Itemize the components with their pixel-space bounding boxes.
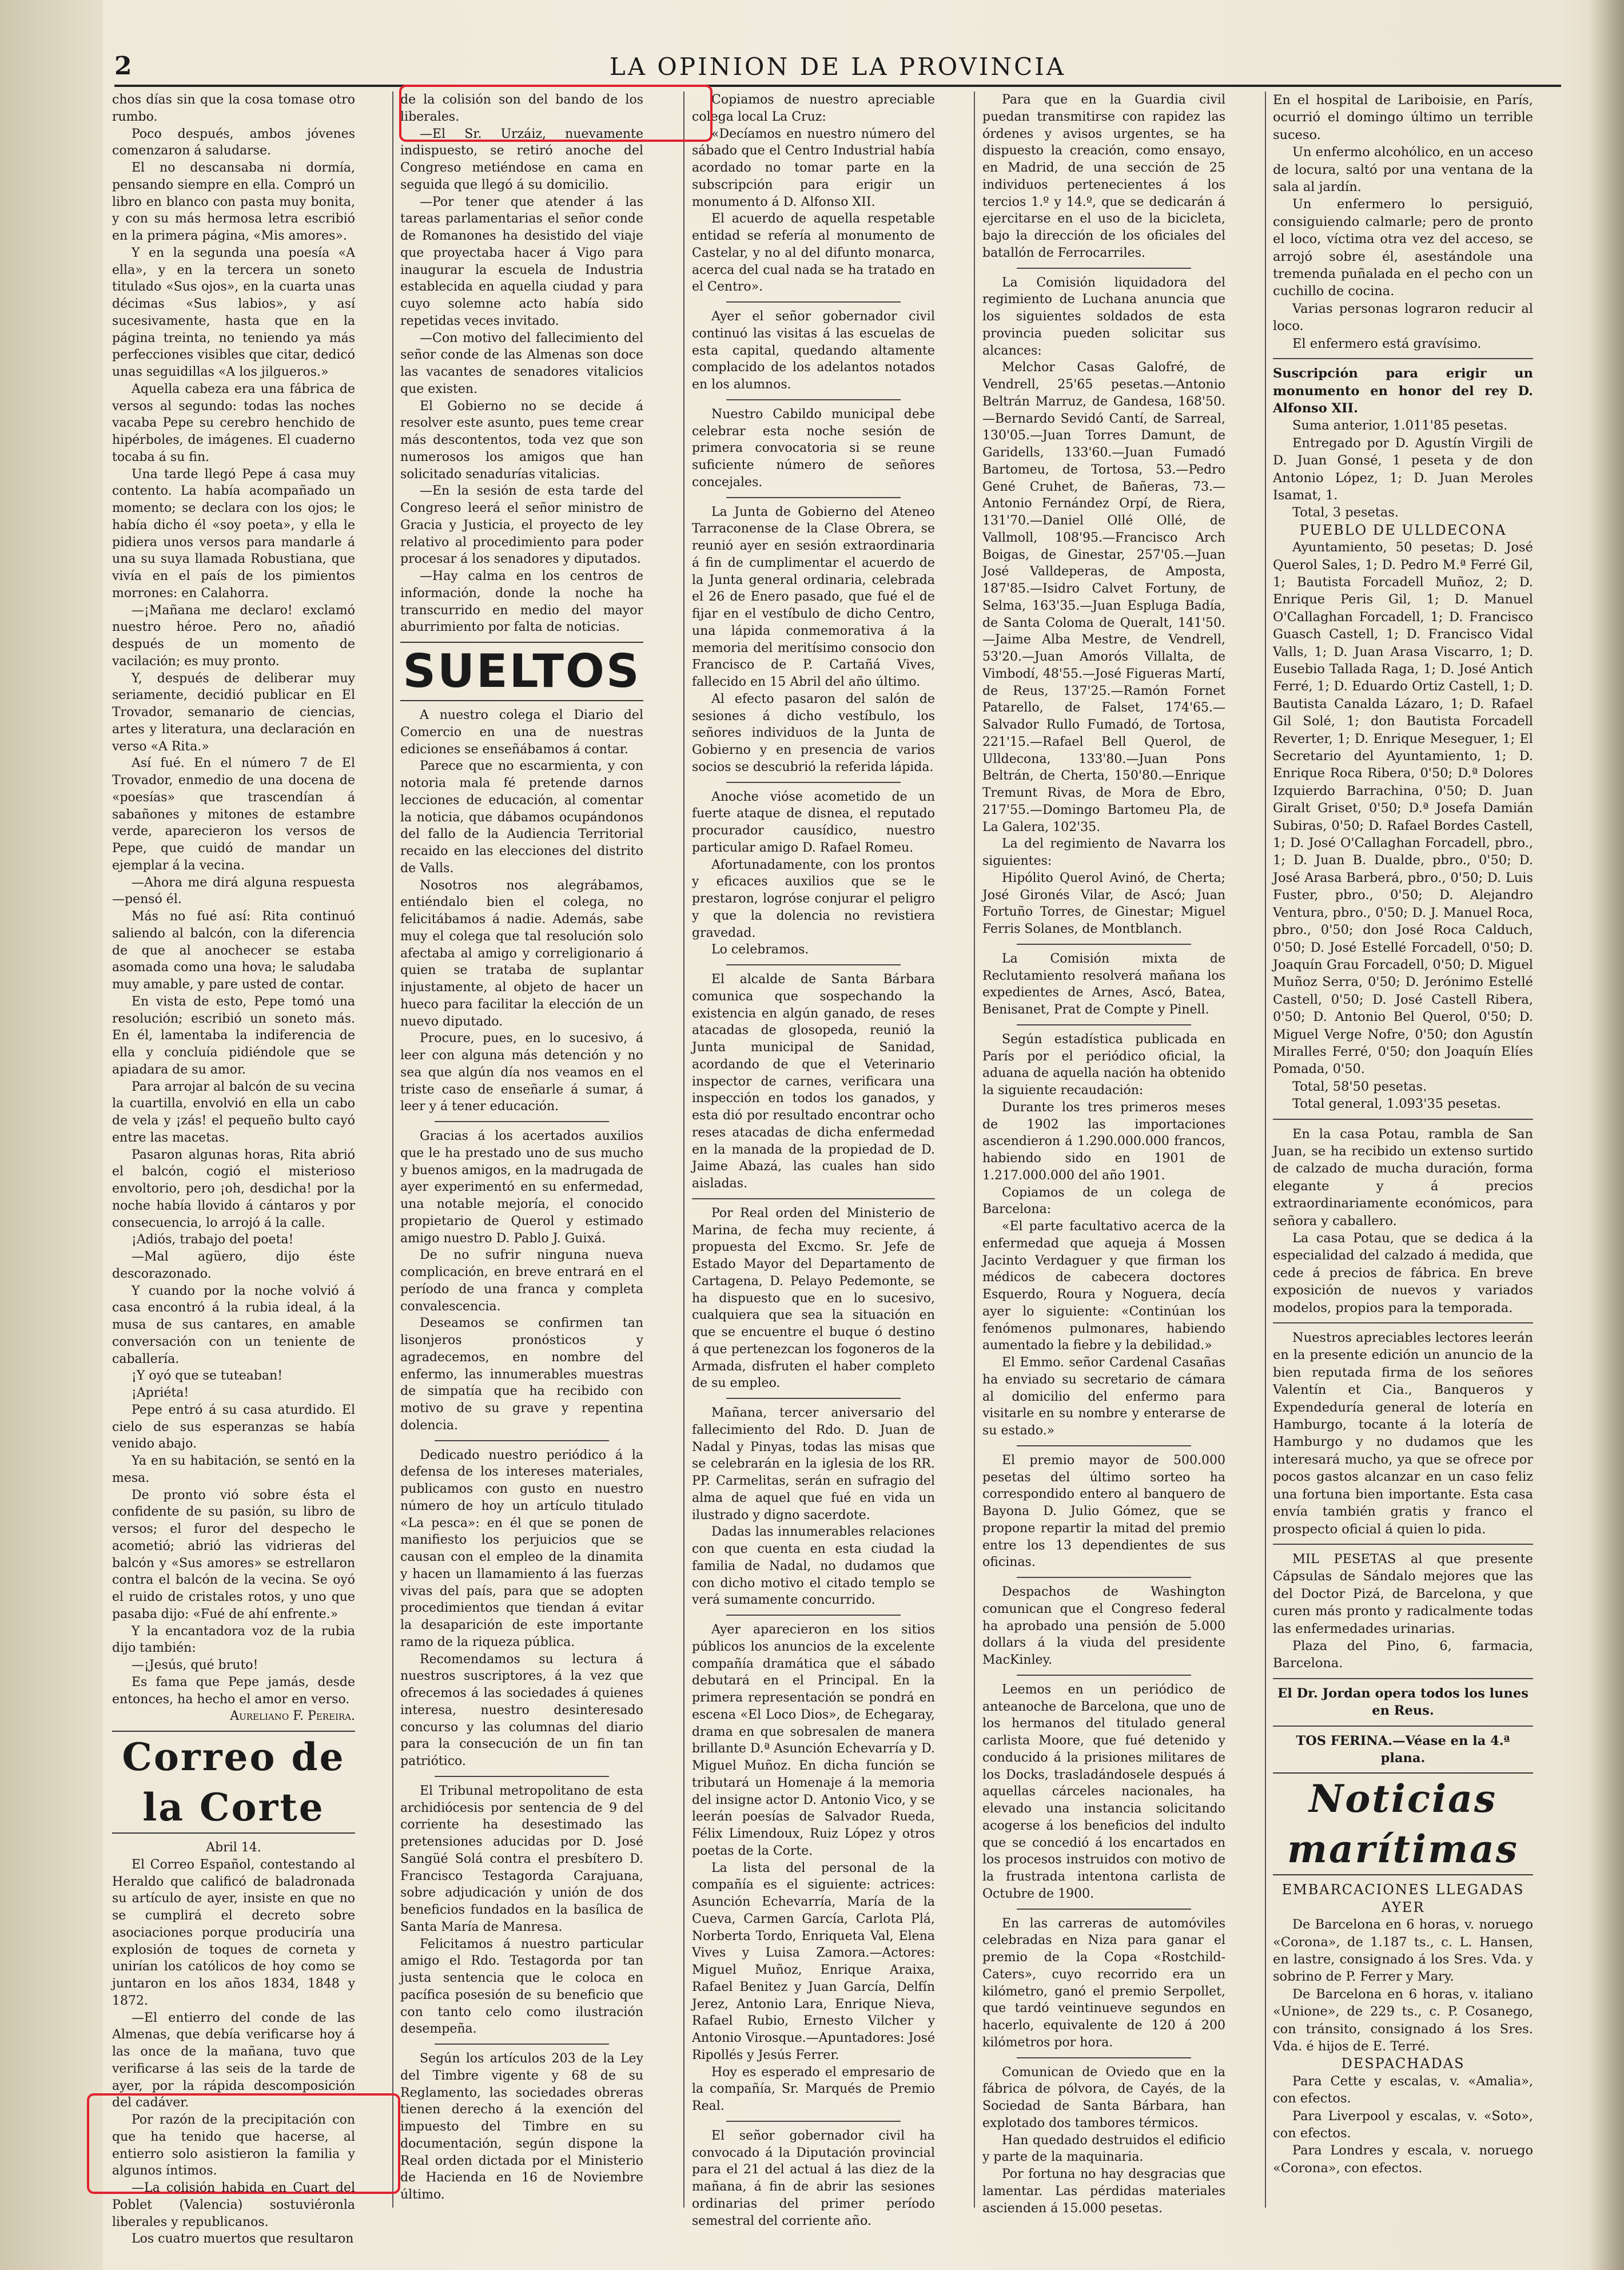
news-paragraph: Felicitamos á nuestro particular amigo el Rdo. Testagorda por tan justa sentencia que le coloca en pacífica posesión de su beneficio que con tanto celo como ilustración desempeña. [400,1937,643,2037]
item-separator [1273,1678,1533,1679]
news-paragraph: Durante los tres primeros meses de 1902 las importaciones ascendieron á 1.290.000.000 francos, habiendo sido en 1901 de 1.217.000.000 del año 1901. [982,1100,1225,1183]
story-paragraph: Ya en su habitación, se sentó en la mesa. [112,1454,355,1485]
arrivals-heading: EMBARCACIONES LLEGADAS AYER [1281,1882,1525,1915]
item-separator [435,1440,609,1441]
story-paragraph: Una tarde llegó Pepe á casa muy contento. La había acompañado un momento; se declara con los ojos; le había dicho él «soy poeta», y ella le pidiera unos versos para mandarle á una su suya llamada Robustiana, que vivía en el país de los pimientos morrones: en Calahorra. [112,467,355,601]
section-heading-sueltos: SUELTOS [400,642,643,701]
news-paragraph: La Comisión liquidadora del regimiento de Luchana anuncia que los siguientes soldados de esta provincia pueden solicitar sus alcances: [982,275,1225,358]
item-separator [726,1615,901,1616]
item-separator [1017,1675,1191,1676]
section-heading-maritimas: Noticias marítimas [1273,1772,1533,1875]
subscription-list: Ayuntamiento, 50 pesetas; D. José Querol Sales, 1; D. Pedro M.ª Ferré Gil, 1; Bautista Forcadell Muñoz, 2; D. Enrique Peris Gil, 1; D. Manuel O'Callaghan Forcadell, 1; D. Francisco Guasch Castell, 1; D. Francisco Vidal Valls, 1; D. Juan Arasa Viscarro, 1; D. Eusebio Tallada Raga, 1; D. José Antich Ferré, 1; D. Eduardo Ortiz Castell, 1; D. Bautista Canalda Lázaro, 1; D. Rafael Gil Solé, 1; don Bautista Forcadell Reverter, 1; D. Enrique Meseguer, 1; El Secretario del Ayuntamiento, 1; D. Enrique Roca Ribera, 0'50; D.ª Dolores Izquierdo Barrachina, 0'50; D. Juan Giralt Griset, 0'50; D.ª Josefa Damián Subiras, 0'50; D. Rafael Bordes Castell, 1; D. José O'Callaghan Forcadell, pbro., 1; D. Juan B. Dualde, pbro., 0'50; D. José Arasa Barberá, pbro., 0'50; D. Luis Fuster, pbro., 0'50; D. Alejandro Ventura, pbro., 0'50; D. J. Manuel Roca, pbro., 0'50; don José Roca Calduch, 0'50; D. José Estellé Forcadell, 0'50; D. Joaquín Grau Forcadell, 0'50; D. Miguel Muñoz Serra, 0'50; D. Jerónimo Estellé Castell, 0'50; D. José Castell Ribera, 0'50; D. Antonio Bel Querol, 0'50; D. Miguel Verge Nofre, 0'50; don Agustín Miralles Ferré, 0'50; don Joaquín Elíes Pomada, 0'50. [1273,540,1533,1077]
column-3 [692,92,935,2229]
news-paragraph: Un enfermero lo persiguió, consiguiendo calmarle; pero de pronto el loco, víctima otra vez del acceso, se arrojó sobre él, asestándole una tremenda puñalada en el pecho con un cuchillo de cocina. [1273,197,1533,299]
news-paragraph: —Con motivo del fallecimiento del señor conde de las Almenas son doce las vacantes de senadores vitalicios que existen. [400,331,643,396]
news-paragraph: Según los artículos 203 de la Ley del Timbre vigente y 68 de su Reglamento, las sociedades obreras tienen derecho á la exención del impuesto del Timbre en su documentación, según dispone la Real orden dictada por el Ministerio de Hacienda en 16 de Noviembre último. [400,2052,643,2202]
story-paragraph: Y, después de deliberar muy seriamente, decidió publicar en El Trovador, semanario de ciencias, artes y literatura, una declaración en verso «A Rita.» [112,671,355,754]
page-number: 2 [114,51,132,81]
news-paragraph: Comunican de Oviedo que en la fábrica de pólvora, de Cayés, de la Sociedad de Santa Bárbara, han explotado dos tambores térmicos. [982,2065,1225,2130]
news-paragraph: Gracias á los acertados auxilios que le ha prestado uno de sus mucho y buenos amigos, en la madrugada de ayer experimentó en su enfermedad, una notable mejoría, el conocido propietario de Querol y estimado amigo nuestro D. Pablo J. Guixá. [400,1129,643,1246]
story-paragraph: Así fué. En el número 7 de El Trovador, enmedio de una docena de «poesías» que trascendían á sabañones y mitones de estambre verde, aparecieron los versos de Pepe, que cuidó de mandar un ejemplar á la vecina. [112,756,355,873]
item-separator [1273,1544,1533,1545]
story-paragraph: Pasaron algunas horas, Rita abrió el balcón, cogió el misterioso envoltorio, pero ¡oh, desdicha! por la noche había llovido á cántaros y por consecuencia, lo arrojó á la calle. [112,1147,355,1230]
item-separator [1273,358,1533,359]
subscription-total: Total, 58'50 pesetas. [1292,1079,1427,1094]
item-separator [1017,944,1191,945]
story-paragraph: De pronto vió sobre ésta el confidente de su pasión, su libro de versos; el furor del despecho le acometió; abrió las vidrieras del balcón y «Sus amores» se estrellaron contra el balcón de la vecina. Se oyó el ruido de cristales rotos, y uno que pasaba dijo: «Fué de ahí enfrente.» [112,1488,355,1621]
advert-paragraph: Plaza del Pino, 6, farmacia, Barcelona. [1273,1638,1533,1671]
news-paragraph: —Por tener que atender á las tareas parlamentarias el señor conde de Romanones ha desistido del viaje que proyectaba hacer á Vigo para inaugurar la escuela de Industria establecida en aquella ciudad y para cuyo solemne acto había sido repetidas veces invitado. [400,194,643,328]
story-paragraph: Aquella cabeza era una fábrica de versos al segundo: todas las noches vacaba Pepe su cerebro henchido de hipérboles, de imágenes. El cuaderno tocaba á su fin. [112,381,355,464]
column-1 [112,92,355,2248]
news-paragraph: La del regimiento de Navarra los siguientes: [982,837,1225,868]
story-paragraph: chos días sin que la cosa tomase otro rumbo. [112,93,355,124]
story-paragraph: Y la encantadora voz de la rubia dijo también: [112,1624,355,1656]
column-rule [974,92,975,2208]
item-separator [1273,1119,1533,1120]
story-paragraph: ¡Apriéta! [132,1386,189,1400]
column-rule [683,92,684,2208]
item-separator [1273,1726,1533,1727]
page-edge-shadow [1590,0,1624,2270]
news-paragraph: El premio mayor de 500.000 pesetas del último sorteo ha correspondido entero al banquero de Bayona D. Julio Gómez, que se propone repartir la mitad del premio entre los 13 dependientes de sus oficinas. [982,1453,1225,1570]
item-separator [726,497,901,498]
shipping-entry: Para Londres y escala, v. noruego «Corona», con efectos. [1273,2143,1533,2176]
advert-paragraph: Nuestros apreciables lectores leerán en la presente edición un anuncio de la bien reputada firma de los señores Valentín et Cia., Banqueros y Expendeduría general de lotería en Hamburgo, tocante á la lotería de Hamburgo y no dudamos que les interesará mucho, ya que se ofrece por pocos gastos alcanzar en un caso feliz una fortuna bien importante. Esta casa envía también gratis y franco el prospecto oficial á quien lo pida. [1273,1330,1533,1537]
item-separator [726,399,901,400]
shipping-entry: Para Cette y escalas, v. «Amalia», con efectos. [1273,2073,1533,2106]
news-paragraph: En las carreras de automóviles celebradas en Niza para ganar el premio de la Copa «Rostchild-Caters», cuyo recorrido era un kilómetro, ganó el premio Serpollet, que tardó veintinueve segundos en hacerlo, equivalente de 120 á 200 kilómetros por hora. [982,1916,1225,2050]
item-separator [726,964,901,965]
news-paragraph: Ayer el señor gobernador civil continuó las visitas á las escuelas de esta capital, quedando altamente complacido de los adelantos notados en los alumnos. [692,309,935,392]
news-paragraph: Copiamos de un colega de Barcelona: [982,1185,1225,1217]
story-paragraph: Es fama que Pepe jamás, desde entonces, ha hecho el amor en verso. [112,1675,355,1707]
news-paragraph: Para que en la Guardia civil puedan transmitirse con rapidez las órdenes y avisos urgentes, se ha dispuesto la creación, como ensayo, en Madrid, de una sección de 25 individuos pertenecientes á los tercios 1.º y 14.º, que se dedicarán á ejercitarse en el uso de la bicicleta, bajo la dirección de los oficiales del batallón de Ferrocarriles. [982,93,1225,260]
column-rule [1265,92,1266,2208]
highlight-box [399,85,713,142]
story-paragraph: Pepe entró á su casa aturdido. El cielo de sus esperanzas se había venido abajo. [112,1402,355,1452]
news-paragraph: Por Real orden del Ministerio de Marina, de fecha muy reciente, á propuesta del Excmo. Sr. Jefe de Estado Mayor del Departamento de Cartagena, D. Pelayo Pedemonte, se ha dispuesto que en lo sucesivo, cualquiera que sea la situación en que se encuentre el buque ó destino á que pertenezcan los fogoneros de la Armada, disfruten el haber completo de su empleo. [692,1206,935,1391]
story-paragraph: ¡Adiós, trabajo del poeta! [132,1233,294,1247]
news-paragraph: Parece que no escarmienta, y con notoria mala fé pretende darnos lecciones de educación, al comentar la noticia, que dábamos ocupándonos del fallo de la Audiencia Territorial recaido en las elecciones del distrito de Valls. [400,759,643,876]
column-5 [1273,92,1533,2177]
news-paragraph: Dadas las innumerables relaciones con que cuenta en esta ciudad la familia de Nadal, no dudamos que con dicho motivo el citado templo se verá sumamente concurrido. [692,1525,935,1608]
dateline: Abril 14. [206,1840,261,1855]
news-paragraph: El señor gobernador civil ha convocado á la Diputación provincial para el 21 del actual á las diez de la mañana, á fin de abrir las sesiones ordinarias del primer período semestral del corriente año. [692,2128,935,2228]
subscription-total: Total, 3 pesetas. [1292,505,1399,520]
news-paragraph: Han quedado destruidos el edificio y parte de la maquinaria. [982,2133,1225,2165]
news-paragraph: Por razón de la precipitación con que ha tenido que hacerse, al entierro solo asistieron la familia y algunos íntimos. [112,2113,355,2178]
news-paragraph: —El Sr. Urzáiz, nuevamente indispuesto, se retiró anoche del Congreso metiéndose en cama en seguida que llegó á su domicilio. [400,126,643,192]
item-separator [1017,268,1191,269]
subscription-line: Entregado por D. Agustín Virgili de D. Juan Gonsé, 1 peseta y de don Antonio López, 1; D. Juan Meroles Isamat, 1. [1273,435,1533,503]
column-rule [392,92,393,2208]
advert-paragraph: La casa Potau, que se dedica á la especialidad del calzado á medida, que cede á precios de fábrica. En breve exposición de nuevos y variados modelos, propios para la temporada. [1273,1231,1533,1315]
story-paragraph: —Mal agüero, dijo éste descorazonado. [112,1250,355,1281]
story-paragraph: Más no fué así: Rita continuó saliendo al balcón, con la diferencia de que al anochecer se estaba asomada como una hova; le saludaba muy amable, y pare usted de contar. [112,909,355,992]
story-paragraph: Para arrojar al balcón de su vecina la cuartilla, envolvió en ella un cabo de vela y ¡zás! el pequeño bulto cayó entre las macetas. [112,1079,355,1145]
news-paragraph: Hipólito Querol Avinó, de Cherta; José Gironés Vilar, de Ascó; Juan Fortuño Torres, de Ginestar; Miguel Ferris Solanes, de Montblanch. [982,870,1225,936]
story-paragraph: Poco después, ambos jóvenes comenzaron á saludarse. [112,126,355,158]
item-separator [726,1398,901,1399]
news-paragraph: Ayer aparecieron en los sitios públicos los anuncios de la excelente compañía dramática que el sábado debutará en el Principal. En la primera representación se pondrá en escena «El Loco Dios», de Echegaray, drama en que sobresalen de manera brillante D.ª Asunción Echevarría y D. Miguel Muñoz. En dicha función se tributará un Homenaje á la memoria del insigne actor D. Antonio Vico, y se leerán poesías de Salvador Rueda, Félix Limendoux, Ruiz López y otros poetas de la Corte. [692,1623,935,1858]
news-paragraph: —Hay calma en los centros de información, donde la noche ha transcurrido en medio del mayor aburrimiento por falta de noticias. [400,569,643,635]
news-paragraph: El alcalde de Santa Bárbara comunica que sospechando la existencia en algún ganado, de reses atacadas de glosopeda, reunió la Junta municipal de Sanidad, acordando de que el Veterinario inspector de carnes, verificara una inspección en todos los ganados, y esta dió por resultado encontrar ocho reses atacadas de dicha enfermedad en la manada de la propiedad de D. Jaime Abazá, las cuales han sido aisladas. [692,972,935,1191]
item-separator [1017,1577,1191,1578]
subscription-heading: Suscripción para erigir un monumento en honor del rey D. Alfonso XII. [1273,366,1533,416]
story-paragraph: Y cuando por la noche volvió á casa encontró á la rubia ideal, á la musa de sus cantares, en amable conversación con un teniente de caballería. [112,1283,355,1366]
news-paragraph: Hoy es esperado el empresario de la compañía, Sr. Marqués de Premio Real. [692,2065,935,2113]
item-separator [435,1776,609,1777]
item-separator [1273,1322,1533,1323]
news-paragraph: Procure, pues, en lo sucesivo, á leer con alguna más detención y no sea que algún día nos veamos en el triste caso de enseñarle á sumar, á leer y á tener educación. [400,1031,643,1114]
news-paragraph: De no sufrir ninguna nueva complicación, en breve entrará en el período de una franca y completa convalescencia. [400,1248,643,1314]
item-separator [435,2044,609,2045]
news-paragraph: Según estadística publicada en París por el periódico oficial, la aduana de aquella nación ha obtenido la siguiente recaudación: [982,1032,1225,1098]
news-paragraph: En el hospital de Lariboisie, en París, ocurrió el domingo último un terrible suceso. [1273,93,1533,142]
news-paragraph: —El entierro del conde de las Almenas, que debía verificarse hoy á las once de la mañana, tuvo que verificarse á las seis de la tarde de ayer, por la rápida descomposición del cadáver. [112,2010,355,2110]
item-separator [726,782,901,783]
item-separator [726,301,901,303]
news-paragraph: Leemos en un periódico de anteanoche de Barcelona, que uno de los hermanos del titulado general carlista Moore, que fué detenido y conducido á la prisiones militares de los Docks, trasladándosele después á aquellas cárceles nacionales, ha elevado una instancia solicitando acogerse á los beneficios del indulto que se concedió á los encartados en los procesos instruidos con motivo de la frustrada intentona carlista de Octubre de 1900. [982,1682,1225,1901]
news-paragraph: El Gobierno no se decide á resolver este asunto, pues teme crear más descontentos, toda vez que son numerosos los amigos que han solicitado senadurías vitalicias. [400,399,643,482]
item-separator [1017,1024,1191,1025]
news-paragraph: Al efecto pasaron del salón de sesiones á dicho vestíbulo, los señores individuos de la Junta de Gobierno y en presencia de varios socios se descubrió la referida lápida. [692,691,935,774]
page-header [114,46,1561,86]
highlighted-paragraph: —La colisión habida en Cuart del Poblet (Valencia) sostuviéronla liberales y republicanos. [112,2181,355,2229]
news-paragraph: El Emmo. señor Cardenal Casañas ha enviado su secretario de cámara al domicilio del enfermo para visitarle en su nombre y enterarse de su estado.» [982,1355,1225,1438]
news-paragraph: A nuestro colega el Diario del Comercio en una de nuestras ediciones se enseñábamos á contar. [400,708,643,757]
news-paragraph: Deseamos se confirmen tan lisonjeros pronósticos y agradecemos, en nombre del enfermo, las innumerables muestras de simpatía que ha recibido con motivo de su grave y repentina dolencia. [400,1316,643,1433]
news-paragraph: Por fortuna no hay desgracias que lamentar. Las pérdidas materiales ascienden á 15.000 pesetas. [982,2167,1225,2216]
advert-paragraph: MIL PESETAS al que presente Cápsulas de Sándalo mejores que las del Doctor Pizá, de Barcelona, y que curen más pronto y radicalmente todas las enfermedades urinarias. [1273,1551,1533,1636]
news-paragraph: Nosotros nos alegrábamos, entiéndalo bien el colega, no felicitábamos á nadie. Además, sabe muy el colega que tal resolución solo afectaba al amigo y correligionario á quien se trataba de suplantar injustamente, al objeto de hacer un hueco para facilitar la elección de un nuevo diputado. [400,878,643,1029]
news-paragraph: —En la sesión de esta tarde del Congreso leerá el señor ministro de Gracia y Justicia, el proyecto de ley relativo al procedimiento para poder procesar á los senadores y diputados. [400,484,643,567]
news-paragraph: El acuerdo de aquella respetable entidad se refería al monumento de Castelar, y no al del difunto monarca, acerca del cual nada se ha tratado en el Centro». [692,212,935,295]
highlight-box [87,2093,400,2194]
shipping-entry: De Barcelona en 6 horas, v. noruego «Corona», de 1.187 ts., c. L. Hansen, en lastre, consignado á los Sres. Vda. y sobrino de P. Ferrer y Mary. [1273,1917,1533,1985]
news-paragraph: «Decíamos en nuestro número del sábado que el Centro Industrial había acordado no tomar parte en la subscripción para erigir un monumento á D. Alfonso XII. [692,126,935,209]
news-paragraph: Lo celebramos. [711,943,809,957]
news-paragraph: Varias personas lograron reducir al loco. [1273,301,1533,334]
news-paragraph: Mañana, tercer aniversario del fallecimiento del Rdo. D. Juan de Nadal y Pinyas, todas las misas que se celebrarán en la iglesia de los RR. PP. Carmelitas, serán en sufragio del alma de aquel que fué en vida un ilustrado y digno sacerdote. [692,1406,935,1522]
news-paragraph: El Correo Español, contestando al Heraldo que calificó de baladronada su artículo de ayer, insiste en que no se cumplirá el decreto sobre asociaciones porque produciría una explosión de toques de corneta y unirían los católicos de hoy como se juntaron en los años 1834, 1848 y 1872. [112,1857,355,2008]
subscription-line: Suma anterior, 1.011'85 pesetas. [1292,418,1508,434]
shipping-entry: Para Liverpool y escalas, v. «Soto», con efectos. [1273,2108,1533,2141]
shipping-entry: De Barcelona en 6 horas, v. italiano «Unione», de 229 ts., c. P. Cosanego, con tránsito, consignado á los Sres. Vda. é hijos de E. Terré. [1273,1986,1533,2054]
story-paragraph: —¡Mañana me declaro! exclamó nuestro héroe. Pero no, añadió después de un momento de vacilación; es muy pronto. [112,603,355,669]
town-heading: PUEBLO DE ULLDECONA [1299,522,1507,538]
news-paragraph: El Tribunal metropolitano de esta archidiócesis por sentencia de 9 del corriente ha desestimado las pretensiones aducidas por D. José Sangüé Solá contra el presbítero D. Francisco Testagorda Carajuana, sobre adjudicación y unión de dos beneficios fundados en la basílica de Santa María de Manresa. [400,1783,643,1934]
grand-total: Total general, 1.093'35 pesetas. [1292,1096,1501,1112]
story-paragraph: Y en la segunda una poesía «A ella», y en la tercera un soneto titulado «Sus ojos», en la cuarta unas décimas «Sus labios», y así sucesivamente, hasta que en la página treinta, no teniendo ya más perfecciones visibles que citar, dedicó unas seguidillas «A los jilgueros.» [112,245,355,379]
author-signature: Aureliano F. Pereira. [230,1709,355,1724]
story-paragraph: —Ahora me dirá alguna respuesta—pensó él. [112,875,355,907]
highlighted-paragraph: de la colisión son del bando de los liberales. [400,93,643,124]
item-separator [692,1198,935,1199]
column-4 [982,92,1225,2217]
item-separator [726,2121,901,2122]
news-paragraph: Dedicado nuestro periódico á la defensa de los intereses materiales, publicamos con gusto en nuestro número de hoy un artículo titulado «La pesca»: en él que se ponen de manifiesto los perjuicios que se causan con el empleo de la dinamita y hacen un llamamiento á las fuerzas vivas del país, para que se adopten procedimientos que tiendan á evitar la desaparición de este importante ramo de la riqueza pública. [400,1448,643,1649]
news-paragraph: Despachos de Washington comunican que el Congreso federal ha aprobado una pensión de 5.000 dollars á la viuda del presidente MacKinley. [982,1585,1225,1667]
header-rule [114,85,1561,87]
story-paragraph: En vista de esto, Pepe tomó una resolución; escribió un soneto más. En él, lamentaba la indiferencia de ella y concluía pidiéndole que se apiadara de su amor. [112,994,355,1077]
news-paragraph: Melchor Casas Galofré, de Vendrell, 25'65 pesetas.—Antonio Beltrán Marruz, de Gandesa, 168'50.—Bernardo Sevidó Cantí, de Sarreal, 130'05.—Juan Torres Damunt, de Garidells, 133'60.—Juan Fumadó Bartomeu, de Tortosa, 53.—Pedro Gené Cruhet, de Bañeras, 73.—Antonio Fernández Orpí, de Riera, 131'70.—Daniel Ollé Ollé, de Vallmoll, 108'95.—Francisco Arch Boigas, de Ginestar, 257'05.—Juan José Valldeperas, de Amposta, 187'85.—Isidro Calvet Fortuny, de Selma, 163'35.—Juan Espluga Badía, de Santa Coloma de Queralt, 141'50.—Jaime Alba Mestre, de Vendrell, 53'20.—Juan Amorós Villalta, de Vimbodí, 48'55.—José Figueras Martí, de Reus, 137'25.—Ramón Fornet Patarello, de Falset, 174'65.—Salvador Rullo Fumadó, de Tortosa, 221'15.—Rafael Bell Querol, de Ulldecona, 133'80.—Juan Pons Beltrán, de Cherta, 150'80.—Enrique Tremunt Rivas, de Mora de Ebro, 217'55.—Domingo Bartomeu Pla, de La Galera, 102'35. [982,360,1225,834]
item-separator [435,1121,609,1122]
news-paragraph: Un enfermo alcohólico, en un acceso de locura, saltó por una ventana de la sala al jardín. [1273,145,1533,195]
news-paragraph: Copiamos de nuestro apreciable colega local La Cruz: [692,93,935,124]
news-paragraph: Anoche vióse acometido de un fuerte ataque de disnea, el reputado procurador causídico, nuestro particular amigo D. Rafael Romeu. [692,789,935,855]
news-paragraph: Afortunadamente, con los prontos y eficaces auxilios que se le prestaron, logróse conjurar el peligro y que la dolencia no revistiera gravedad. [692,857,935,940]
highlighted-paragraph: Los cuatro muertos que resultaron [132,2232,354,2247]
news-paragraph: El enfermero está gravísimo. [1292,336,1482,351]
advert-headline: TOS FERINA.—Véase en la 4.ª plana. [1296,1733,1510,1766]
section-heading-correo: Correo de la Corte [112,1731,355,1834]
item-separator [1017,2057,1191,2058]
item-separator [1017,1909,1191,1910]
story-paragraph: El no descansaba ni dormía, pensando siempre en ella. Compró un libro en blanco con pasta muy bonita, y con su más hermosa letra escribió en la primera página, «Mis amores». [112,161,355,243]
previous-page-bleed [0,0,103,2270]
column-2 [400,92,643,2204]
advert-paragraph: En la casa Potau, rambla de San Juan, se ha recibido un extenso surtido de calzado de mucha duración, forma elegante y á precios extraordinariamente económicos, para señora y caballero. [1273,1126,1533,1229]
departures-heading: DESPACHADAS [1341,2056,1465,2072]
advert-headline: El Dr. Jordan opera todos los lunes en Reus. [1277,1685,1529,1719]
news-paragraph: Recomendamos su lectura á nuestros suscriptores, á la vez que ofrecemos á las sociedades á quienes interesa, nuestro desinteresado concurso y las columnas del diario para la consecución de un fin tan patriótico. [400,1652,643,1768]
item-separator [1017,1445,1191,1446]
news-paragraph: La Comisión mixta de Reclutamiento resolverá mañana los expedientes de Arnes, Ascó, Batea, Benisanet, Prat de Compte y Pinell. [982,951,1225,1017]
story-paragraph: —¡Jesús, qué bruto! [132,1658,258,1672]
news-paragraph: Nuestro Cabildo municipal debe celebrar esta noche sesión de primera convocatoria si se reune suficiente número de señores concejales. [692,407,935,490]
news-paragraph: «El parte facultativo acerca de la enfermedad que aqueja á Mossen Jacinto Verdaguer y que firman los médicos de cabecera doctores Esquerdo, Roura y Noguera, decía ayer lo siguiente: «Continúan los fenómenos pulmonares, habiendo aumentado la fiebre y la debilidad.» [982,1219,1225,1353]
story-paragraph: ¡Y oyó que se tuteaban! [132,1369,283,1384]
news-paragraph: La lista del personal de la compañía es el siguiente: actrices: Asunción Echevarría, María de la Cueva, Carmen García, Carlota Plá, Norberta Tordo, Enriqueta Val, Elena Vives y Luisa Zamora.—Actores: Miguel Muñoz, Enrique Araixa, Rafael Benitez y Juan García, Delfín Jerez, Antonio Lara, Enrique Nieva, Rafael Rubio, Ernesto Vilcher y Antonio Virosque.—Apuntadores: José Ripollés y Jesús Ferrer. [692,1860,935,2062]
news-paragraph: La Junta de Gobierno del Ateneo Tarraconense de la Clase Obrera, se reunió ayer en sesión extraordinaria á fin de cumplimentar el acuerdo de la Junta general ordinaria, celebrada el 26 de Enero pasado, que fué el de fijar en el vestíbulo de dicho Centro, una lápida conmemorativa á la memoria del meritísimo consocio don Francisco de P. Cartañá Vives, fallecido en 15 Abril del año último. [692,504,935,689]
newspaper-title: LA OPINION DE LA PROVINCIA [609,53,1066,81]
